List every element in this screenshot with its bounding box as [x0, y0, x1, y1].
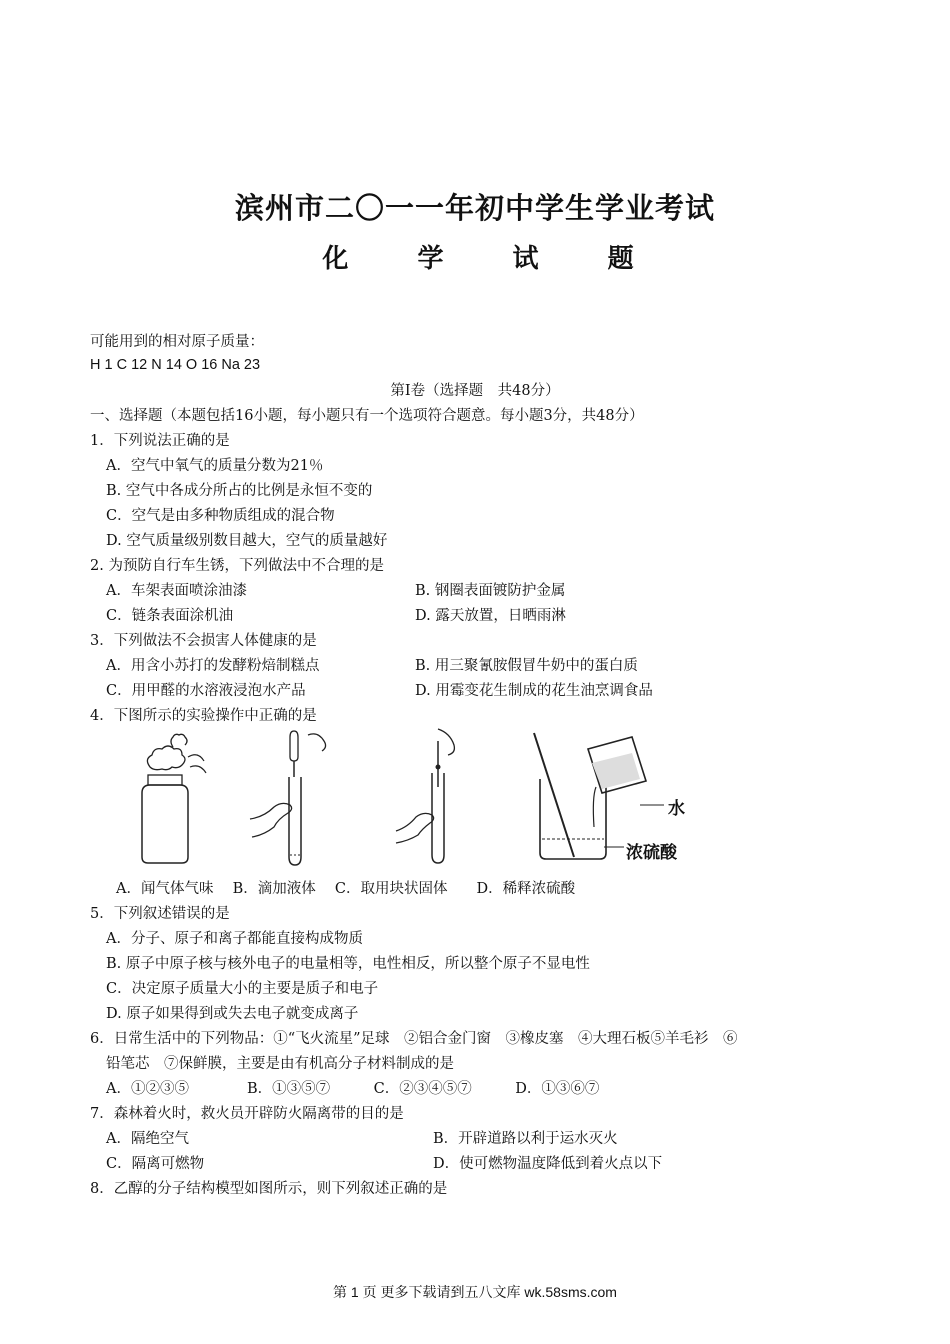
q2-option-c: C．链条表面涂机油 [106, 608, 234, 624]
smell-gas-illustration [128, 727, 218, 867]
q1-option-d: D. 空气质量级别数目越大，空气的质量越好 [106, 533, 388, 549]
q7-option-c: C．隔离可燃物 [106, 1156, 205, 1172]
atomic-mass-values: H 1 C 12 N 14 O 16 Na 23 [90, 357, 261, 373]
q7-option-a: A．隔绝空气 [106, 1131, 189, 1147]
q1-option-a: A．空气中氧气的质量分数为21％ [106, 458, 324, 474]
taking-solid-illustration [392, 727, 472, 867]
q6-stem-line1: 6．日常生活中的下列物品：①“飞火流星”足球 ②铝合金门窗 ③橡皮塞 ④大理石板⑤羊毛衫 ⑥ [90, 1031, 738, 1047]
q6-stem-line2: 铅笔芯 ⑦保鲜膜，主要是由有机高分子材料制成的是 [106, 1056, 454, 1072]
q3-option-c: C．用甲醛的水溶液浸泡水产品 [106, 683, 306, 699]
q3-option-a: A．用含小苏打的发酵粉焙制糕点 [106, 658, 320, 674]
section-title: 第Ⅰ卷（选择题 共48分） [390, 383, 560, 399]
q5-stem: 5．下列叙述错误的是 [90, 906, 230, 922]
water-label: 水 [668, 799, 685, 819]
q2-option-a: A．车架表面喷涂油漆 [106, 583, 247, 599]
q7-option-b: B．开辟道路以利于运水灭火 [433, 1131, 618, 1147]
q4-options: A．闻气体气味 B．滴加液体 C．取用块状固体 D．稀释浓硫酸 [116, 881, 576, 897]
section-description: 一、选择题（本题包括16小题，每小题只有一个选项符合题意。每小题3分，共48分） [90, 408, 644, 424]
q5-option-b: B. 原子中原子核与核外电子的电量相等，电性相反，所以整个原子不显电性 [106, 956, 590, 972]
q3-option-b: B. 用三聚氰胺假冒牛奶中的蛋白质 [415, 658, 638, 674]
q5-option-d: D. 原子如果得到或失去电子就变成离子 [106, 1006, 359, 1022]
q4-stem: 4．下图所示的实验操作中正确的是 [90, 708, 317, 724]
q7-option-d: D．使可燃物温度降低到着火点以下 [433, 1156, 663, 1172]
concentrated-acid-label: 浓硫酸 [626, 843, 677, 863]
q1-option-c: C．空气是由多种物质组成的混合物 [106, 508, 335, 524]
page-subtitle: 化 学 试 题 [322, 244, 664, 274]
page-title: 滨州市二〇一一年初中学生学业考试 [234, 191, 715, 225]
q1-stem: 1．下列说法正确的是 [90, 433, 230, 449]
q3-stem: 3．下列做法不会损害人体健康的是 [90, 633, 317, 649]
page-footer: 第 1 页 更多下载请到五八文库 wk.58sms.com [333, 1284, 617, 1300]
q3-option-d: D. 用霉变花生制成的花生油烹调食品 [415, 683, 653, 699]
q8-stem: 8．乙醇的分子结构模型如图所示，则下列叙述正确的是 [90, 1181, 448, 1197]
q2-stem: 2. 为预防自行车生锈，下列做法中不合理的是 [90, 558, 384, 574]
q6-options: A．①②③⑤ B．①③⑤⑦ C．②③④⑤⑦ D．①③⑥⑦ [106, 1081, 600, 1097]
q5-option-a: A．分子、原子和离子都能直接构成物质 [106, 931, 363, 947]
q1-option-b: B. 空气中各成分所占的比例是永恒不变的 [106, 483, 373, 499]
atomic-mass-label: 可能用到的相对原子质量： [90, 334, 264, 350]
q2-option-d: D. 露天放置，日晒雨淋 [415, 608, 566, 624]
q7-stem: 7．森林着火时，救火员开辟防火隔离带的目的是 [90, 1106, 404, 1122]
q2-option-b: B. 钢圈表面镀防护金属 [415, 583, 566, 599]
q5-option-c: C．决定原子质量大小的主要是质子和电子 [106, 981, 379, 997]
dropping-liquid-illustration [246, 727, 346, 867]
